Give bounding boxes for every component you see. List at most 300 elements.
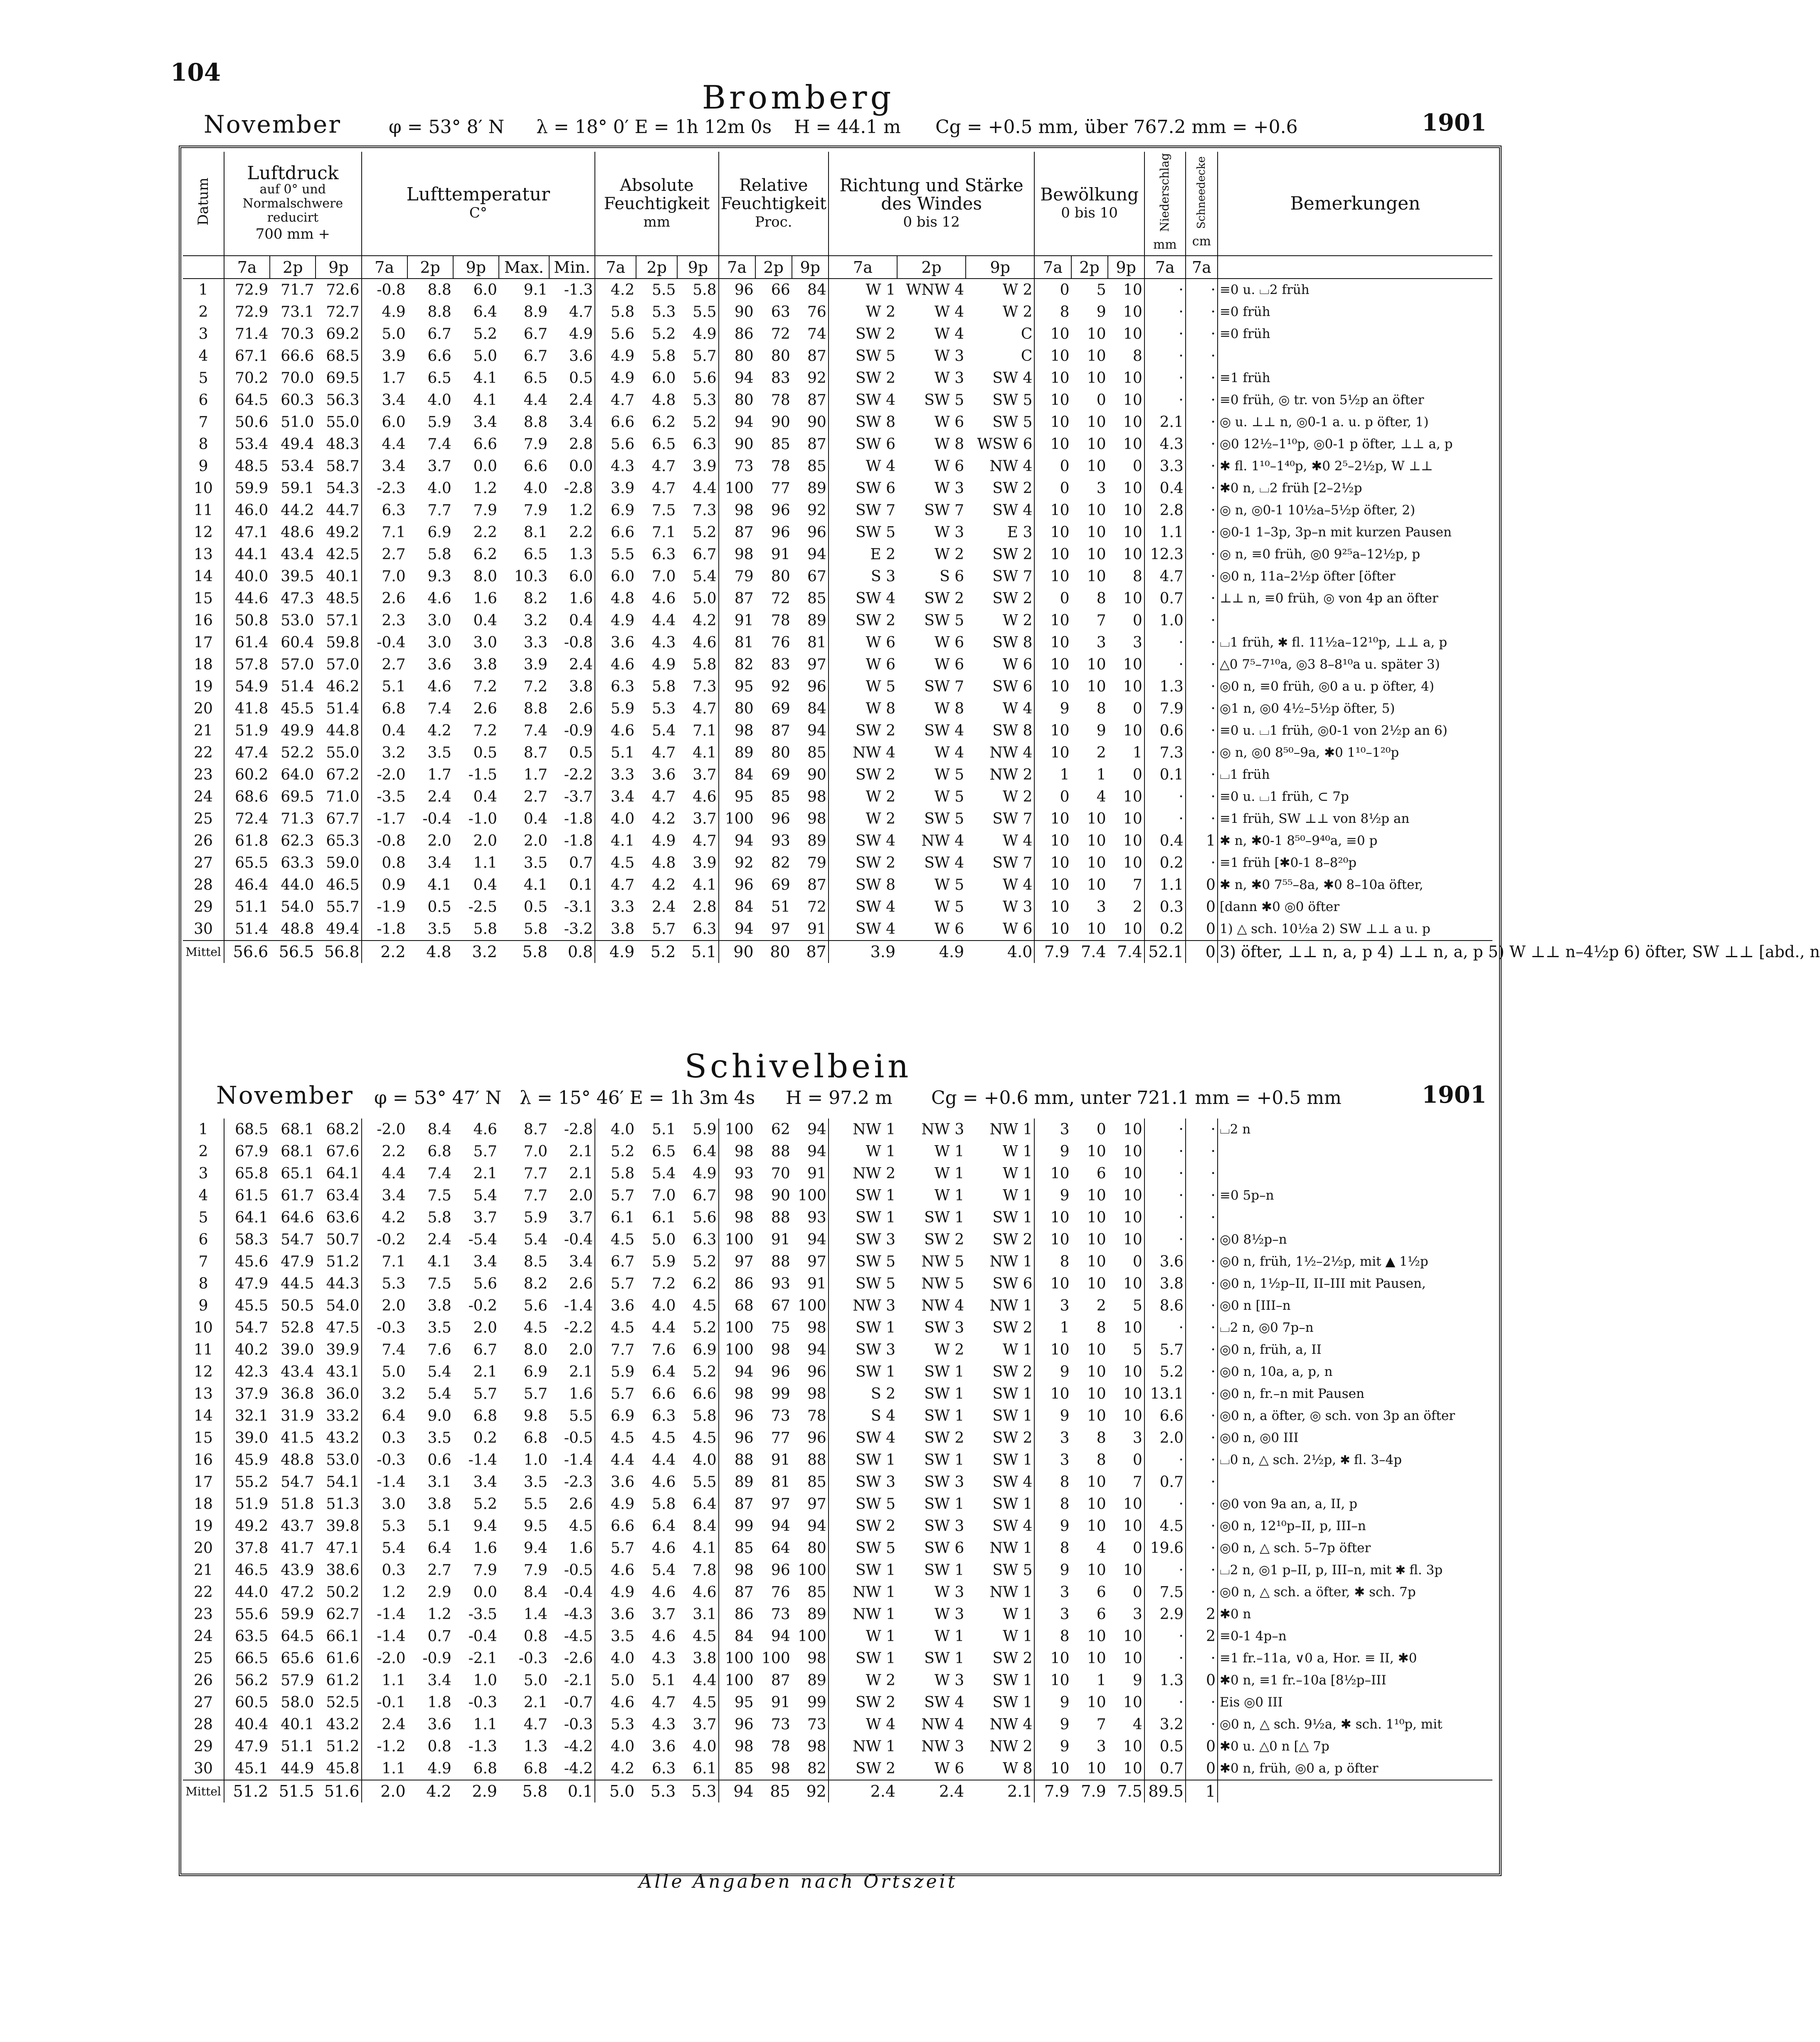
value-cell: SW 3: [829, 1471, 897, 1493]
table-row: [183, 1119, 1492, 1141]
value-cell: 5.2: [693, 1319, 717, 1336]
value-cell: 6.6: [427, 348, 451, 365]
value-cell: 6.6: [693, 1385, 717, 1402]
value-cell: 10: [1034, 830, 1071, 852]
value-cell: 4.5: [569, 1518, 593, 1535]
value-cell: 66.5: [224, 1647, 270, 1669]
value-cell: 3.9: [523, 656, 548, 673]
value-cell: 3: [1034, 1427, 1071, 1449]
value-cell: 40.1: [326, 568, 360, 585]
value-cell: ·: [1186, 786, 1218, 808]
value-cell: 4.7: [652, 458, 676, 475]
value-cell: 4: [1096, 1540, 1106, 1557]
value-cell: 4.0: [595, 1119, 636, 1141]
value-cell: 9: [1034, 1736, 1071, 1758]
value-cell: 80: [771, 348, 790, 365]
value-cell: 63.4: [326, 1187, 360, 1204]
value-cell: 4.2: [427, 722, 451, 739]
value-cell: 3.6: [1144, 1251, 1186, 1273]
value-cell: W 1: [934, 1187, 964, 1204]
table-row: [183, 1361, 1492, 1383]
day-cell: 16: [194, 612, 213, 629]
value-cell: 5.8: [473, 921, 497, 938]
mean-cell: 2.4: [897, 1780, 966, 1802]
value-cell: 0.5: [473, 744, 497, 761]
value-cell: 4.7: [693, 832, 717, 849]
value-cell: 3.9: [693, 458, 717, 475]
table-row: [183, 521, 1492, 543]
value-cell: 4.3: [652, 1716, 676, 1733]
table-row: [183, 455, 1492, 477]
value-cell: 10: [1087, 1518, 1106, 1535]
subheader-2p: 2p: [1071, 256, 1108, 279]
value-cell: 2.7: [523, 788, 548, 805]
value-cell: -1.4: [362, 1625, 407, 1647]
table-row: [183, 499, 1492, 521]
value-cell: 54.0: [281, 899, 314, 916]
value-cell: 3.4: [362, 455, 407, 477]
value-cell: 82: [719, 654, 755, 676]
value-cell: 96: [807, 678, 826, 695]
value-cell: 94: [807, 722, 826, 739]
day-cell: 14: [194, 568, 213, 585]
value-cell: 10: [1087, 546, 1106, 563]
value-cell: SW 3: [924, 1474, 964, 1491]
value-cell: 67.1: [224, 345, 270, 367]
value-cell: 6.0: [595, 565, 636, 588]
value-cell: 7: [1132, 877, 1142, 894]
value-cell: 7.4: [362, 1339, 407, 1361]
value-cell: 100: [719, 1119, 755, 1141]
table-row: [183, 698, 1492, 720]
value-cell: NW 1: [989, 1121, 1033, 1138]
value-cell: 6.8: [473, 1407, 497, 1425]
value-cell: 100: [798, 1562, 826, 1579]
value-cell: 0.6: [427, 1452, 451, 1469]
value-cell: 41.7: [281, 1540, 314, 1557]
mean-cell: 2.0: [362, 1780, 407, 1802]
value-cell: SW 4: [992, 370, 1033, 387]
value-cell: 1.2: [362, 1581, 407, 1603]
value-cell: 4.5: [595, 1229, 636, 1251]
value-cell: 5.3: [652, 700, 676, 717]
value-cell: 44.6: [224, 588, 270, 610]
value-cell: 51.1: [224, 896, 270, 918]
value-cell: 10: [1034, 1207, 1071, 1229]
value-cell: 10: [1123, 1738, 1142, 1755]
value-cell: -3.5: [468, 1606, 497, 1623]
value-cell: 81: [807, 634, 826, 651]
value-cell: 54.7: [281, 1474, 314, 1491]
table-row: [183, 588, 1492, 610]
value-cell: -0.8: [362, 279, 407, 301]
value-cell: 94: [807, 1518, 826, 1535]
value-cell: 1.4: [523, 1606, 548, 1623]
value-cell: NW 1: [829, 1603, 897, 1625]
remarks-cell: [1218, 1207, 1492, 1229]
value-cell: 6.4: [427, 1540, 451, 1557]
value-cell: 66.1: [326, 1628, 360, 1645]
value-cell: ·: [1186, 1119, 1218, 1141]
day-cell: 4: [198, 348, 208, 365]
value-cell: W 3: [1003, 899, 1033, 916]
value-cell: 10: [1034, 433, 1071, 455]
value-cell: 61.7: [281, 1187, 314, 1204]
value-cell: 10: [1087, 502, 1106, 519]
table-row: [183, 301, 1492, 323]
table-row: [183, 1251, 1492, 1273]
value-cell: 3.6: [652, 766, 676, 783]
value-cell: 0.8: [427, 1738, 451, 1755]
value-cell: 10: [1034, 852, 1071, 874]
remarks-cell: ◎ u. ⊥⊥ n, ◎0-1 a. u. p öfter, 1): [1218, 411, 1492, 433]
value-cell: S 6: [940, 568, 964, 585]
value-cell: 0.5: [569, 744, 593, 761]
value-cell: 6.7: [427, 326, 451, 343]
header-bemerkungen: Bemerkungen: [1218, 152, 1492, 256]
value-cell: 3: [1034, 1603, 1071, 1625]
value-cell: 83: [771, 370, 790, 387]
value-cell: 0: [1186, 896, 1218, 918]
day-cell: 21: [194, 722, 213, 739]
value-cell: 4.2: [652, 877, 676, 894]
value-cell: 51.3: [326, 1496, 360, 1513]
value-cell: 10: [1087, 1363, 1106, 1380]
value-cell: 6.9: [523, 1363, 548, 1380]
value-cell: 10: [1123, 1694, 1142, 1711]
value-cell: 65.1: [281, 1165, 314, 1182]
value-cell: 6.9: [595, 1405, 636, 1427]
value-cell: 10: [1087, 458, 1106, 475]
value-cell: -0.4: [564, 1231, 593, 1248]
value-cell: 37.9: [224, 1383, 270, 1405]
table-row: [183, 1581, 1492, 1603]
bromberg-body: [183, 279, 1820, 963]
value-cell: 57.0: [326, 656, 360, 673]
value-cell: W 1: [829, 1625, 897, 1647]
value-cell: 77: [771, 480, 790, 497]
value-cell: 44.3: [326, 1275, 360, 1292]
value-cell: 81: [719, 632, 755, 654]
value-cell: 65.6: [281, 1650, 314, 1667]
value-cell: SW 7: [992, 854, 1033, 872]
value-cell: 5.0: [473, 348, 497, 365]
value-cell: 7: [1132, 1474, 1142, 1491]
value-cell: 43.7: [281, 1518, 314, 1535]
value-cell: W 3: [934, 1606, 964, 1623]
value-cell: ·: [1186, 1515, 1218, 1537]
value-cell: 4.0: [595, 1647, 636, 1669]
value-cell: SW 4: [992, 502, 1033, 519]
value-cell: -0.9: [422, 1650, 451, 1667]
value-cell: 6.9: [427, 524, 451, 541]
value-cell: 10: [1034, 896, 1071, 918]
table-row: [183, 1163, 1492, 1185]
value-cell: 40.2: [224, 1339, 270, 1361]
value-cell: 81: [771, 1474, 790, 1491]
value-cell: 64.5: [281, 1628, 314, 1645]
value-cell: ·: [1144, 1317, 1186, 1339]
value-cell: 10: [1087, 1341, 1106, 1358]
value-cell: 6.7: [523, 326, 548, 343]
value-cell: NW 1: [829, 1581, 897, 1603]
value-cell: SW 5: [829, 345, 897, 367]
value-cell: 3.3: [595, 896, 636, 918]
value-cell: 3.7: [652, 1606, 676, 1623]
value-cell: 51.1: [281, 1738, 314, 1755]
value-cell: 84: [807, 700, 826, 717]
value-cell: 93: [807, 1209, 826, 1226]
day-cell: 24: [194, 788, 213, 805]
day-cell: 13: [194, 1385, 213, 1402]
value-cell: ·: [1144, 654, 1186, 676]
value-cell: 10: [1034, 1669, 1071, 1691]
value-cell: 6.6: [652, 1385, 676, 1402]
value-cell: 89: [719, 1471, 755, 1493]
value-cell: ·: [1186, 720, 1218, 742]
value-cell: 0: [1132, 458, 1142, 475]
value-cell: 6.3: [652, 546, 676, 563]
value-cell: 72: [771, 326, 790, 343]
table-row: [183, 1295, 1492, 1317]
value-cell: 10: [1034, 543, 1071, 565]
value-cell: 7.8: [693, 1562, 717, 1579]
value-cell: 7.0: [652, 1187, 676, 1204]
value-cell: -0.8: [564, 634, 593, 651]
value-cell: 8.4: [693, 1518, 717, 1535]
value-cell: 50.7: [326, 1231, 360, 1248]
value-cell: W 1: [934, 1628, 964, 1645]
day-cell: 20: [194, 1540, 213, 1557]
value-cell: ·: [1186, 345, 1218, 367]
value-cell: -0.3: [362, 1317, 407, 1339]
value-cell: 7.3: [693, 678, 717, 695]
remarks-cell: ≡1 fr.–11a, ∨0 a, Hor. ≡ II, ✱0: [1218, 1647, 1492, 1669]
value-cell: ·: [1144, 786, 1186, 808]
value-cell: SW 1: [992, 1209, 1033, 1226]
value-cell: 89: [807, 832, 826, 849]
value-cell: 4: [1096, 788, 1106, 805]
value-cell: 4.9: [362, 301, 407, 323]
value-cell: 3.6: [569, 348, 593, 365]
value-cell: 10: [1034, 1383, 1071, 1405]
value-cell: 3.7: [693, 1716, 717, 1733]
value-cell: 4.7: [1144, 565, 1186, 588]
mean-cell: 2.9: [453, 1780, 499, 1802]
value-cell: 2: [1096, 1297, 1106, 1314]
value-cell: 0.2: [1144, 852, 1186, 874]
value-cell: 2.4: [427, 1231, 451, 1248]
value-cell: 6.6: [1144, 1405, 1186, 1427]
value-cell: 46.5: [326, 877, 360, 894]
mean-cell: 89.5: [1144, 1780, 1186, 1802]
value-cell: 59.1: [281, 480, 314, 497]
value-cell: 3: [1132, 1606, 1142, 1623]
value-cell: 3.4: [473, 1474, 497, 1491]
value-cell: 10: [1034, 808, 1071, 830]
value-cell: 9: [1034, 1185, 1071, 1207]
value-cell: W 5: [829, 676, 897, 698]
value-cell: SW 2: [829, 1758, 897, 1780]
day-cell: 25: [194, 1650, 213, 1667]
value-cell: SW 1: [924, 1496, 964, 1513]
day-cell: 12: [194, 1363, 213, 1380]
value-cell: 9: [1096, 304, 1106, 321]
remarks-cell: ✱ n, ✱0-1 8⁵⁰–9⁴⁰a, ≡0 p: [1218, 830, 1492, 852]
value-cell: NW 3: [921, 1738, 964, 1755]
value-cell: 4.1: [427, 877, 451, 894]
value-cell: 4.6: [693, 634, 717, 651]
value-cell: 3.5: [595, 1625, 636, 1647]
value-cell: SW 4: [829, 896, 897, 918]
value-cell: 43.1: [326, 1363, 360, 1380]
mean-cell: 5.8: [499, 1780, 549, 1802]
remarks-cell: ≡0 früh, ◎ tr. von 5½p an öfter: [1218, 389, 1492, 411]
value-cell: 5.7: [473, 1385, 497, 1402]
value-cell: 3.6: [427, 1716, 451, 1733]
value-cell: SW 1: [829, 1185, 897, 1207]
table-row: [183, 1647, 1492, 1669]
value-cell: NW 4: [921, 1297, 964, 1314]
value-cell: ·: [1186, 543, 1218, 565]
value-cell: 4.6: [595, 1691, 636, 1714]
value-cell: 0.7: [427, 1628, 451, 1645]
mean-label: Mittel: [183, 1780, 224, 1802]
day-cell: 1: [198, 281, 208, 299]
value-cell: 4.1: [595, 830, 636, 852]
value-cell: 4.4: [652, 612, 676, 629]
value-cell: 2.1: [1144, 411, 1186, 433]
bromberg-table: [183, 152, 1820, 963]
value-cell: 40.0: [224, 565, 270, 588]
mean-cell: 56.6: [224, 941, 270, 963]
value-cell: 96: [719, 874, 755, 896]
value-cell: 40.1: [281, 1716, 314, 1733]
value-cell: 99: [719, 1515, 755, 1537]
value-cell: 6.6: [595, 411, 636, 433]
value-cell: 5.3: [652, 304, 676, 321]
value-cell: 3.6: [595, 1295, 636, 1317]
value-cell: NW 5: [921, 1253, 964, 1270]
value-cell: 91: [771, 1231, 790, 1248]
value-cell: 4.5: [523, 1319, 548, 1336]
value-cell: 92: [807, 370, 826, 387]
value-cell: 6.0: [652, 370, 676, 387]
value-cell: 44.8: [326, 722, 360, 739]
value-cell: ·: [1186, 1295, 1218, 1317]
value-cell: 3.4: [473, 414, 497, 431]
value-cell: 46.4: [224, 874, 270, 896]
value-cell: SW 6: [992, 678, 1033, 695]
value-cell: NW 1: [829, 1736, 897, 1758]
value-cell: 4.2: [652, 810, 676, 827]
value-cell: 5.1: [595, 742, 636, 764]
value-cell: SW 1: [992, 1496, 1033, 1513]
value-cell: 4.7: [595, 389, 636, 411]
value-cell: 10: [1123, 1209, 1142, 1226]
value-cell: 7.4: [427, 436, 451, 453]
mean-cell: 1: [1186, 1780, 1218, 1802]
table-row: [183, 1185, 1492, 1207]
value-cell: 6.5: [427, 370, 451, 387]
value-cell: 5.5: [595, 543, 636, 565]
year: 1901: [1422, 1081, 1487, 1109]
value-cell: 56.2: [224, 1669, 270, 1691]
value-cell: 3.6: [595, 632, 636, 654]
mean-cell: 90: [719, 941, 755, 963]
value-cell: W 6: [829, 632, 897, 654]
value-cell: 87: [771, 1672, 790, 1689]
value-cell: 47.4: [224, 742, 270, 764]
value-cell: 51.2: [326, 1738, 360, 1755]
value-cell: 6.3: [652, 1760, 676, 1777]
mean-cell: 4.2: [407, 1780, 453, 1802]
value-cell: 7.2: [473, 722, 497, 739]
value-cell: 46.2: [326, 678, 360, 695]
value-cell: 10: [1034, 323, 1071, 345]
value-cell: -2.8: [564, 1121, 593, 1138]
table-row: [183, 1537, 1492, 1559]
value-cell: SW 1: [829, 1317, 897, 1339]
value-cell: 5.6: [523, 1297, 548, 1314]
value-cell: ·: [1186, 1714, 1218, 1736]
value-cell: 6.5: [652, 436, 676, 453]
latitude: φ = 53° 8′ N: [389, 116, 505, 138]
value-cell: 43.4: [281, 1363, 314, 1380]
header-datum: Datum: [183, 152, 224, 256]
value-cell: 55.6: [224, 1603, 270, 1625]
value-cell: 6.0: [473, 281, 497, 299]
value-cell: 9.5: [523, 1518, 548, 1535]
value-cell: 33.2: [326, 1407, 360, 1425]
value-cell: 8.2: [523, 1275, 548, 1292]
remarks-cell: ✱0 n, früh, ◎0 a, p öfter: [1218, 1758, 1492, 1780]
value-cell: W 6: [934, 414, 964, 431]
value-cell: 8: [1034, 1493, 1071, 1515]
value-cell: 1.3: [1144, 1669, 1186, 1691]
value-cell: 100: [719, 477, 755, 499]
value-cell: -0.7: [564, 1694, 593, 1711]
value-cell: 86: [719, 1273, 755, 1295]
value-cell: 10: [1034, 918, 1071, 941]
value-cell: 0.4: [473, 877, 497, 894]
value-cell: 3.3: [1144, 455, 1186, 477]
value-cell: 89: [807, 1672, 826, 1689]
value-cell: 4.6: [652, 1474, 676, 1491]
value-cell: -2.1: [564, 1672, 593, 1689]
value-cell: 96: [771, 524, 790, 541]
value-cell: 6: [1096, 1606, 1106, 1623]
value-cell: ·: [1144, 345, 1186, 367]
value-cell: 3.4: [569, 1253, 593, 1270]
height: H = 97.2 m: [786, 1087, 893, 1109]
value-cell: W 2: [934, 546, 964, 563]
value-cell: 44.9: [281, 1760, 314, 1777]
value-cell: 8: [1096, 1430, 1106, 1447]
value-cell: NW 2: [989, 1738, 1033, 1755]
value-cell: SW 4: [924, 722, 964, 739]
table-row: [183, 852, 1492, 874]
value-cell: 78: [771, 458, 790, 475]
value-cell: 70.2: [224, 367, 270, 389]
value-cell: 89: [807, 480, 826, 497]
correction: Cg = +0.6 mm, unter 721.1 mm = +0.5 mm: [931, 1087, 1342, 1109]
value-cell: 48.3: [326, 436, 360, 453]
value-cell: 51.2: [326, 1253, 360, 1270]
table-row: [183, 1669, 1492, 1691]
value-cell: 51.9: [224, 720, 270, 742]
subheader-9p: 9p: [792, 256, 829, 279]
